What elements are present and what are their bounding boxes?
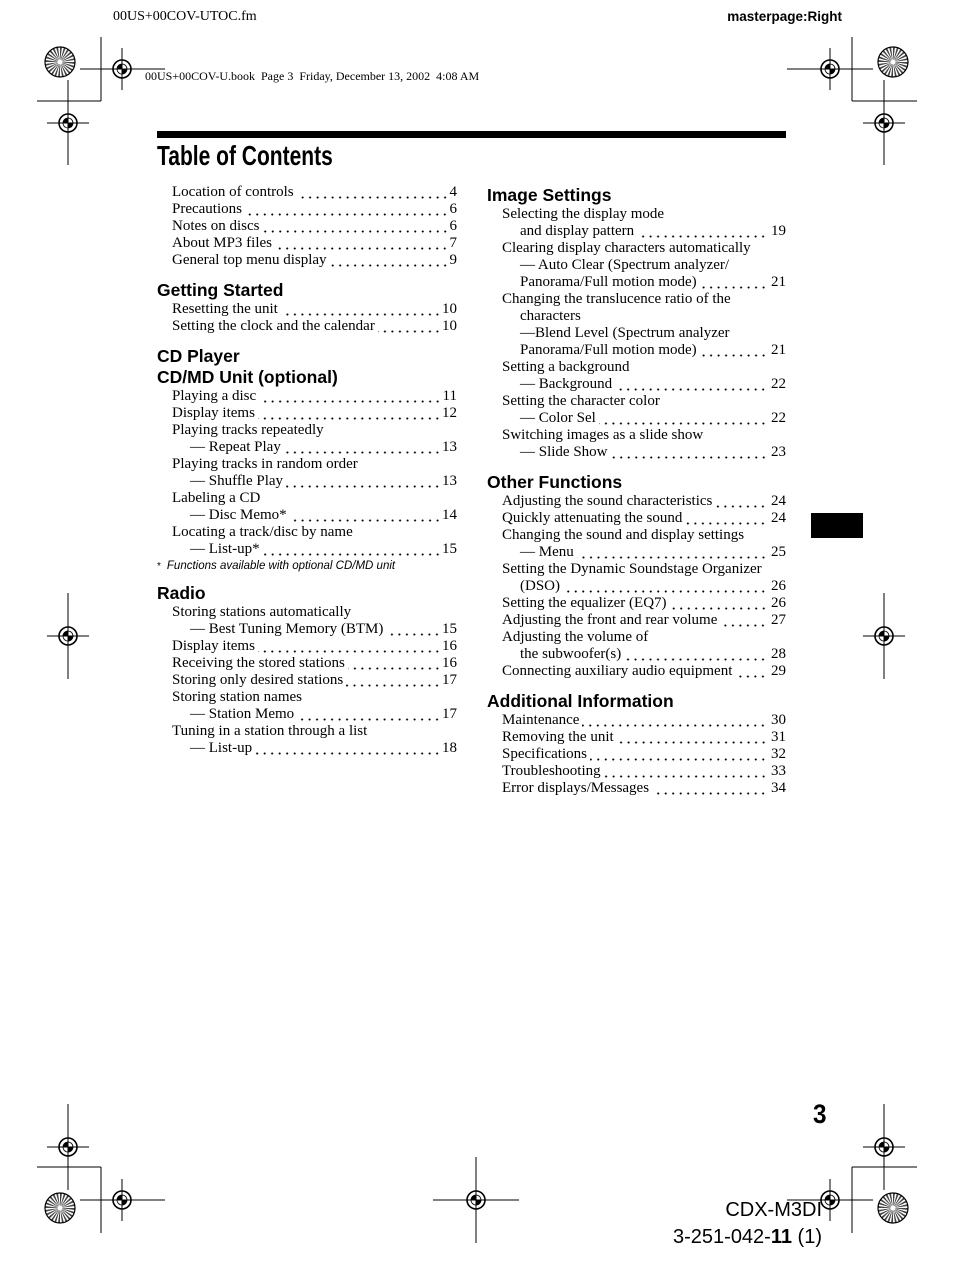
toc-page-number: 17: [442, 672, 457, 688]
registration-crosshair-icon: [47, 593, 89, 679]
toc-entry-line: [157, 456, 457, 473]
toc-entry-label: Adjusting the sound characteristics: [502, 493, 713, 509]
toc-entry: [487, 359, 786, 393]
footnote: [157, 558, 457, 575]
toc-entry: [487, 427, 786, 461]
registration-crosshair-icon: [863, 593, 905, 679]
toc-entry-line: [157, 507, 457, 524]
toc-entry-label: Storing station names: [172, 689, 302, 705]
toc-entry: [157, 201, 457, 218]
toc-entry-label: — Shuffle Play: [190, 473, 284, 489]
toc-entry-line: [487, 274, 786, 291]
toc-entry-label: Panorama/Full motion mode): [520, 274, 697, 290]
toc-column-right: [487, 185, 786, 797]
toc-entry-line: [157, 422, 457, 439]
dot-leader: [715, 493, 767, 510]
dot-leader: [617, 729, 767, 746]
color-target-star-icon: [45, 47, 75, 77]
toc-entry: [487, 510, 786, 527]
toc-entry: [157, 218, 457, 235]
toc-entry: [157, 723, 457, 757]
toc-entry: [487, 527, 786, 561]
dot-leader: [245, 201, 449, 218]
dot-leader: [255, 740, 441, 757]
toc-entry-line: [487, 223, 786, 240]
toc-entry-label: Removing the unit: [502, 729, 614, 745]
toc-entry-label: characters: [520, 308, 581, 324]
toc-page-number: 29: [771, 663, 786, 679]
toc-page-number: 12: [442, 405, 457, 421]
toc-entry-line: [157, 439, 457, 456]
dot-leader: [615, 376, 767, 393]
toc-entry: [487, 612, 786, 629]
toc-entry-label: Clearing display characters automatically: [502, 240, 751, 256]
section-heading: Image Settings: [487, 185, 612, 205]
masterpage-label: masterpage:Right: [727, 9, 842, 24]
toc-section: [487, 691, 786, 797]
toc-entry-line: [157, 218, 457, 235]
registration-crosshair-icon: [863, 1104, 905, 1190]
section-heading: CD Player: [157, 346, 240, 366]
toc-entry-line: [487, 427, 786, 444]
dot-leader: [685, 510, 767, 527]
toc-entry: [487, 595, 786, 612]
color-target-star-icon: [878, 47, 908, 77]
toc-entry-line: [487, 595, 786, 612]
toc-section: [487, 185, 786, 461]
toc-entry-label: Switching images as a slide show: [502, 427, 704, 443]
toc-entry-line: [157, 388, 457, 405]
toc-entry-line: [157, 672, 457, 689]
registration-crosshair-icon: [47, 1104, 89, 1190]
toc-entry-line: [487, 510, 786, 527]
toc-entry-line: [157, 604, 457, 621]
dot-leader: [582, 712, 767, 729]
color-target-star-icon: [45, 1193, 75, 1223]
toc-entry-line: [487, 729, 786, 746]
toc-entry-label: Storing only desired stations: [172, 672, 344, 688]
section-heading: Radio: [157, 583, 206, 603]
toc-entry: [157, 655, 457, 672]
footnote-mark: *: [157, 561, 161, 572]
toc-page-number: 15: [442, 541, 457, 557]
toc-section: [157, 184, 457, 269]
dot-leader: [258, 405, 441, 422]
toc-page-number: 26: [771, 595, 786, 611]
dot-leader: [577, 544, 767, 561]
toc-entry: [487, 629, 786, 663]
dot-leader: [348, 655, 441, 672]
section-heading: CD/MD Unit (optional): [157, 367, 338, 387]
toc-entry-line: [487, 359, 786, 376]
toc-entry: [487, 206, 786, 240]
model-footer: [673, 1197, 822, 1251]
toc-entry: [487, 712, 786, 729]
section-tab-marker: [811, 513, 863, 538]
toc-page-number: 26: [771, 578, 786, 594]
toc-page-number: 22: [771, 376, 786, 392]
toc-entry-label: —Blend Level (Spectrum analyzer: [520, 325, 730, 341]
toc-entry-line: [487, 376, 786, 393]
toc-page-number: 17: [442, 706, 457, 722]
toc-entry-line: [487, 291, 786, 308]
toc-page-number: 10: [442, 301, 457, 317]
toc-entry: [157, 524, 457, 558]
toc-page-number: 10: [442, 318, 457, 334]
toc-entry-label: — Best Tuning Memory (BTM): [190, 621, 384, 637]
page-number: 3: [813, 1099, 827, 1129]
toc-entry-label: (DSO): [520, 578, 560, 594]
toc-entry-label: Setting the equalizer (EQ7): [502, 595, 667, 611]
toc-entry-label: — Disc Memo*: [190, 507, 287, 523]
toc-entry-line: [487, 780, 786, 797]
toc-entry: [487, 561, 786, 595]
toc-entry-line: [157, 638, 457, 655]
toc-page-number: 33: [771, 763, 786, 779]
dot-leader: [297, 706, 441, 723]
toc-entry: [157, 235, 457, 252]
toc-entry-line: [487, 257, 786, 274]
toc-entry-label: Changing the sound and display settings: [502, 527, 745, 543]
dot-leader: [386, 621, 441, 638]
toc-page-number: 15: [442, 621, 457, 637]
toc-entry-line: [157, 723, 457, 740]
toc-page-number: 34: [771, 780, 786, 796]
toc-entry: [487, 493, 786, 510]
dot-leader: [259, 388, 441, 405]
toc-page-number: 28: [771, 646, 786, 662]
toc-page-number: 24: [771, 510, 786, 526]
toc-entry-label: Changing the translucence ratio of the: [502, 291, 731, 307]
toc-entry-label: Quickly attenuating the sound: [502, 510, 683, 526]
toc-page-number: 32: [771, 746, 786, 762]
toc-entry-label: — Station Memo: [190, 706, 295, 722]
dot-leader: [700, 342, 767, 359]
toc-entry-label: Connecting auxiliary audio equipment: [502, 663, 733, 679]
toc-page-number: 27: [771, 612, 786, 628]
toc-entry: [487, 240, 786, 291]
registration-crosshair-icon: [863, 80, 905, 165]
toc-entry: [157, 604, 457, 638]
dot-leader: [670, 595, 767, 612]
toc-entry-label: Adjusting the volume of: [502, 629, 649, 645]
dot-leader: [652, 780, 767, 797]
toc-entry-label: General top menu display: [172, 252, 327, 268]
toc-section: [487, 472, 786, 680]
toc-entry-label: Labeling a CD: [172, 490, 261, 506]
toc-entry-line: [157, 689, 457, 706]
toc-entry-line: [487, 663, 786, 680]
toc-entry-line: [157, 473, 457, 490]
toc-entry-line: [487, 206, 786, 223]
toc-entry: [157, 388, 457, 405]
toc-entry-line: [157, 524, 457, 541]
toc-entry-label: About MP3 files: [172, 235, 273, 251]
toc-entry: [487, 763, 786, 780]
toc-entry-line: [157, 706, 457, 723]
dot-leader: [281, 301, 441, 318]
part-number: [673, 1224, 822, 1251]
toc-page-number: 14: [442, 507, 457, 523]
toc-entry-label: Troubleshooting: [502, 763, 601, 779]
dot-leader: [735, 663, 767, 680]
toc-section: [157, 280, 457, 335]
toc-entry: [157, 301, 457, 318]
toc-entry-line: [487, 444, 786, 461]
toc-page-number: 22: [771, 410, 786, 426]
toc-entry: [157, 638, 457, 655]
dot-leader: [263, 218, 449, 235]
toc-entry-line: [487, 544, 786, 561]
toc-entry-label: Setting a background: [502, 359, 630, 375]
toc-entry-line: [157, 252, 457, 269]
toc-page-number: 7: [449, 235, 457, 251]
toc-entry-line: [487, 308, 786, 325]
toc-section: [157, 346, 457, 575]
dot-leader: [624, 646, 767, 663]
part-number-suffix: (1): [792, 1226, 822, 1248]
registration-crosshair-icon: [47, 80, 89, 165]
toc-entry: [487, 393, 786, 427]
toc-entry-label: Panorama/Full motion mode): [520, 342, 697, 358]
toc-entry-label: Tuning in a station through a list: [172, 723, 368, 739]
dot-leader: [284, 439, 441, 456]
toc-page-number: 4: [449, 184, 457, 200]
toc-page-number: 31: [771, 729, 786, 745]
dot-leader: [290, 507, 441, 524]
toc-page-number: 21: [771, 342, 786, 358]
toc-entry-line: [487, 712, 786, 729]
dot-leader: [720, 612, 767, 629]
dot-leader: [275, 235, 448, 252]
section-heading: Other Functions: [487, 472, 623, 492]
color-target-star-icon: [878, 1193, 908, 1223]
toc-entry-label: Precautions: [172, 201, 242, 217]
page-title: Table of Contents: [157, 140, 333, 171]
toc-entry-label: Error displays/Messages: [502, 780, 650, 796]
part-number-prefix: 3-251-042-: [673, 1226, 771, 1248]
registration-crosshair-icon: [80, 1179, 165, 1221]
toc-entry-line: [157, 301, 457, 318]
toc-entry-label: — List-up*: [190, 541, 260, 557]
toc-page-number: 23: [771, 444, 786, 460]
toc-entry-line: [487, 342, 786, 359]
dot-leader: [378, 318, 441, 335]
dot-leader: [700, 274, 767, 291]
dot-leader: [599, 410, 767, 427]
dot-leader: [263, 541, 441, 558]
toc-entry-line: [487, 629, 786, 646]
toc-entry: [157, 422, 457, 456]
toc-entry-label: and display pattern: [520, 223, 635, 239]
toc-entry-label: — Background: [520, 376, 613, 392]
toc-entry-label: Playing tracks in random order: [172, 456, 358, 472]
dot-leader: [286, 473, 441, 490]
toc-entry: [157, 405, 457, 422]
toc-entry-line: [487, 410, 786, 427]
toc-entry: [487, 663, 786, 680]
dot-leader: [258, 638, 441, 655]
toc-entry-line: [157, 184, 457, 201]
toc-entry-line: [157, 201, 457, 218]
toc-entry-label: Playing a disc: [172, 388, 257, 404]
registration-crosshair-icon: [787, 48, 873, 90]
toc-entry-line: [157, 541, 457, 558]
toc-entry-label: Setting the character color: [502, 393, 660, 409]
toc-entry: [157, 672, 457, 689]
book-slug-line: 00US+00COV-U.book Page 3 Friday, December 13, 2002 4:08 AM: [145, 69, 480, 83]
dot-leader: [611, 444, 767, 461]
toc-entry-line: [487, 578, 786, 595]
toc-page-number: 6: [449, 218, 457, 234]
section-heading: Additional Information: [487, 691, 674, 711]
toc-entry-label: — Auto Clear (Spectrum analyzer/: [520, 257, 730, 273]
dot-leader: [590, 746, 767, 763]
registration-crosshair-icon: [433, 1157, 519, 1243]
toc-entry-line: [487, 240, 786, 257]
toc-page-number: 13: [442, 439, 457, 455]
footnote-text: Functions available with optional CD/MD unit: [166, 560, 396, 572]
toc-entry-line: [157, 405, 457, 422]
toc-entry: [487, 746, 786, 763]
toc-page-number: 18: [442, 740, 457, 756]
dot-leader: [346, 672, 441, 689]
toc-entry-line: [157, 490, 457, 507]
source-file-name: 00US+00COV-UTOC.fm: [113, 9, 257, 24]
dot-leader: [330, 252, 449, 269]
toc-entry-label: Notes on discs: [172, 218, 260, 234]
toc-page-number: 25: [771, 544, 786, 560]
dot-leader: [637, 223, 767, 240]
dot-leader: [604, 763, 767, 780]
dot-leader: [563, 578, 767, 595]
toc-entry-label: Maintenance: [502, 712, 580, 728]
toc-entry-line: [157, 655, 457, 672]
toc-entry-label: — Slide Show: [520, 444, 608, 460]
toc-entry-label: Specifications: [502, 746, 587, 762]
toc-entry-label: Storing stations automatically: [172, 604, 352, 620]
toc-entry: [157, 184, 457, 201]
toc-entry-label: — Repeat Play: [190, 439, 281, 455]
dot-leader: [297, 184, 449, 201]
toc-entry-line: [487, 493, 786, 510]
toc-entry: [487, 780, 786, 797]
toc-entry-label: Display items: [172, 405, 255, 421]
toc-entry: [157, 456, 457, 490]
section-heading: Getting Started: [157, 280, 284, 300]
toc-entry-line: [157, 621, 457, 638]
toc-entry: [157, 252, 457, 269]
toc-entry: [487, 729, 786, 746]
title-rule: [157, 131, 786, 138]
toc-entry-label: — Menu: [520, 544, 574, 560]
toc-entry-line: [157, 318, 457, 335]
toc-page-number: 13: [442, 473, 457, 489]
toc-entry-label: Display items: [172, 638, 255, 654]
toc-entry-line: [487, 527, 786, 544]
toc-entry-label: Playing tracks repeatedly: [172, 422, 324, 438]
toc-page-number: 6: [449, 201, 457, 217]
toc-page-number: 16: [442, 655, 457, 671]
toc-entry-label: Selecting the display mode: [502, 206, 665, 222]
toc-page-number: 16: [442, 638, 457, 654]
toc-entry-label: Adjusting the front and rear volume: [502, 612, 718, 628]
toc-entry-label: Setting the Dynamic Soundstage Organizer: [502, 561, 762, 577]
toc-page-number: 19: [771, 223, 786, 239]
toc-entry-label: — Color Sel: [520, 410, 596, 426]
toc-entry-line: [487, 393, 786, 410]
toc-entry-label: — List-up: [190, 740, 253, 756]
toc-entry-line: [487, 746, 786, 763]
toc-entry-line: [487, 325, 786, 342]
toc-entry-label: Resetting the unit: [172, 301, 278, 317]
toc-page-number: 24: [771, 493, 786, 509]
toc-column-left: [157, 184, 457, 757]
toc-entry-label: Locating a track/disc by name: [172, 524, 353, 540]
toc-entry: [157, 490, 457, 524]
toc-entry-label: Setting the clock and the calendar: [172, 318, 375, 334]
toc-entry: [487, 291, 786, 359]
toc-entry-line: [157, 740, 457, 757]
toc-entry-label: Location of controls: [172, 184, 294, 200]
toc-entry-line: [157, 235, 457, 252]
toc-page-number: 11: [442, 388, 457, 404]
toc-entry-label: the subwoofer(s): [520, 646, 622, 662]
toc-page-number: 21: [771, 274, 786, 290]
toc-section: [157, 583, 457, 757]
toc-entry: [157, 318, 457, 335]
toc-entry: [157, 689, 457, 723]
toc-page-number: 30: [771, 712, 786, 728]
part-number-revision: 11: [770, 1226, 792, 1248]
toc-entry-line: [487, 612, 786, 629]
toc-entry-line: [487, 646, 786, 663]
toc-entry-label: Receiving the stored stations: [172, 655, 345, 671]
toc-entry-line: [487, 561, 786, 578]
model-name: CDX-M3DI: [725, 1199, 822, 1221]
toc-page-number: 9: [449, 252, 457, 268]
toc-entry-line: [487, 763, 786, 780]
